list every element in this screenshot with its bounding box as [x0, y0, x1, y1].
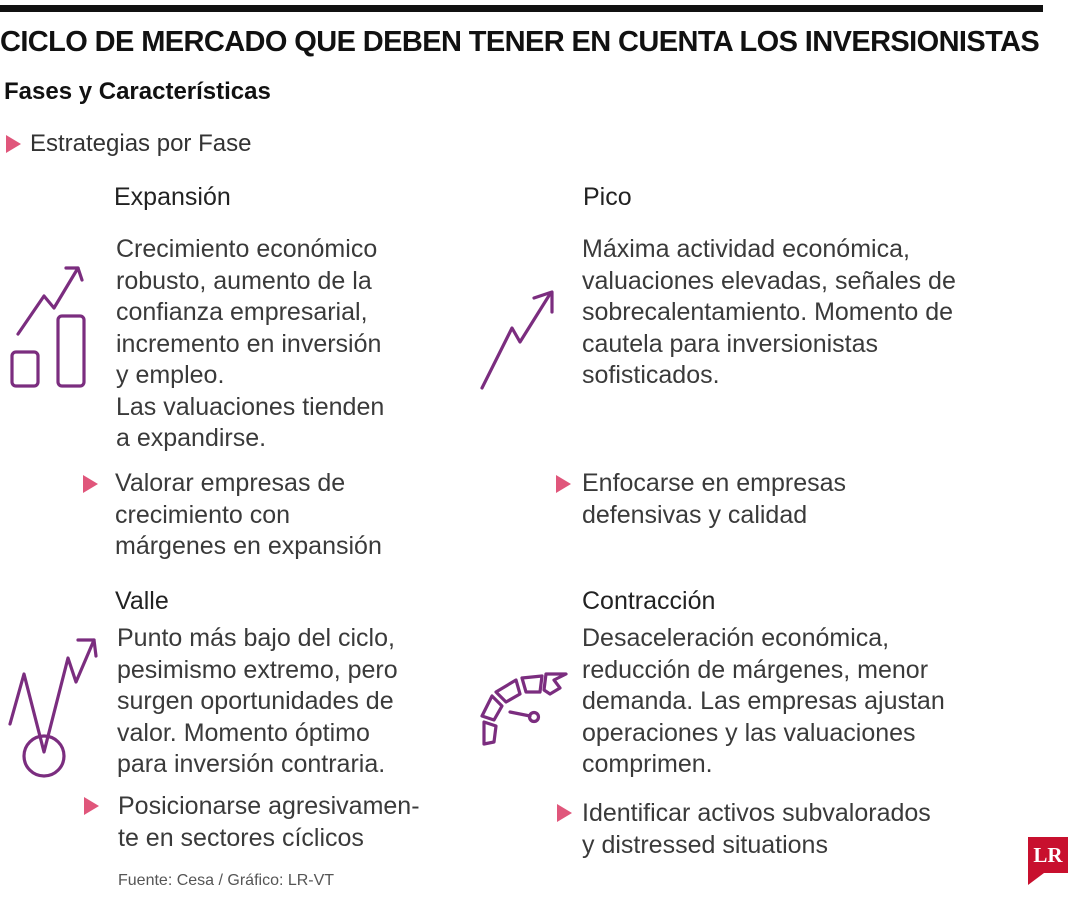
legend-label: Estrategias por Fase	[30, 130, 252, 157]
zigzag-up-arrow-icon	[476, 286, 562, 394]
strategy-triangle-icon	[83, 475, 98, 493]
trough-rebound-arrow-icon	[6, 632, 102, 782]
phase-title-expansion: Expansión	[114, 183, 231, 211]
legend-triangle-icon	[6, 135, 21, 153]
speedometer-gauge-icon	[474, 656, 574, 756]
phase-description-expansion: Crecimiento económico robusto, aumento de la confianza empresarial, incremento en inversión y empleo. Las valuaciones tienden a expandirse.	[116, 235, 385, 452]
phase-strategy-valle: Posicionarse agresivamen- te en sectores cíclicos	[118, 792, 420, 852]
strategy-triangle-icon	[557, 804, 572, 822]
phase-strategy-pico: Enfocarse en empresas defensivas y calidad	[582, 469, 847, 529]
phase-strategy-contraccion: Identificar activos subvalorados y distressed situations	[582, 799, 931, 859]
page-subtitle: Fases y Características	[4, 78, 271, 105]
phase-strategy-expansion: Valorar empresas de crecimiento con márgenes en expansión	[115, 469, 382, 560]
phase-description-contraccion: Desaceleración económica, reducción de márgenes, menor demanda. Las empresas ajustan operaciones y las valuaciones comprimen.	[582, 624, 945, 778]
source-note: Fuente: Cesa / Gráfico: LR-VT	[118, 872, 335, 889]
phase-description-pico: Máxima actividad económica, valuaciones elevadas, señales de sobrecalentamiento. Momento de cautela para inversionistas sofisticados.	[582, 235, 956, 389]
phase-title-valle: Valle	[115, 587, 169, 615]
top-rule	[0, 5, 1043, 12]
growth-bars-arrow-icon	[8, 258, 92, 392]
phase-title-pico: Pico	[583, 183, 632, 211]
phase-title-contraccion: Contracción	[582, 587, 716, 615]
lr-logo-tail	[1028, 873, 1044, 885]
phase-description-valle: Punto más bajo del ciclo, pesimismo extremo, pero surgen oportunidades de valor. Momento óptimo para inversión contraria.	[117, 624, 398, 778]
strategy-triangle-icon	[84, 797, 99, 815]
lr-logo: LR	[1028, 837, 1068, 873]
strategy-triangle-icon	[556, 475, 571, 493]
page-title: CICLO DE MERCADO QUE DEBEN TENER EN CUENTA LOS INVERSIONISTAS	[0, 26, 1040, 58]
strategy-legend	[6, 130, 251, 158]
